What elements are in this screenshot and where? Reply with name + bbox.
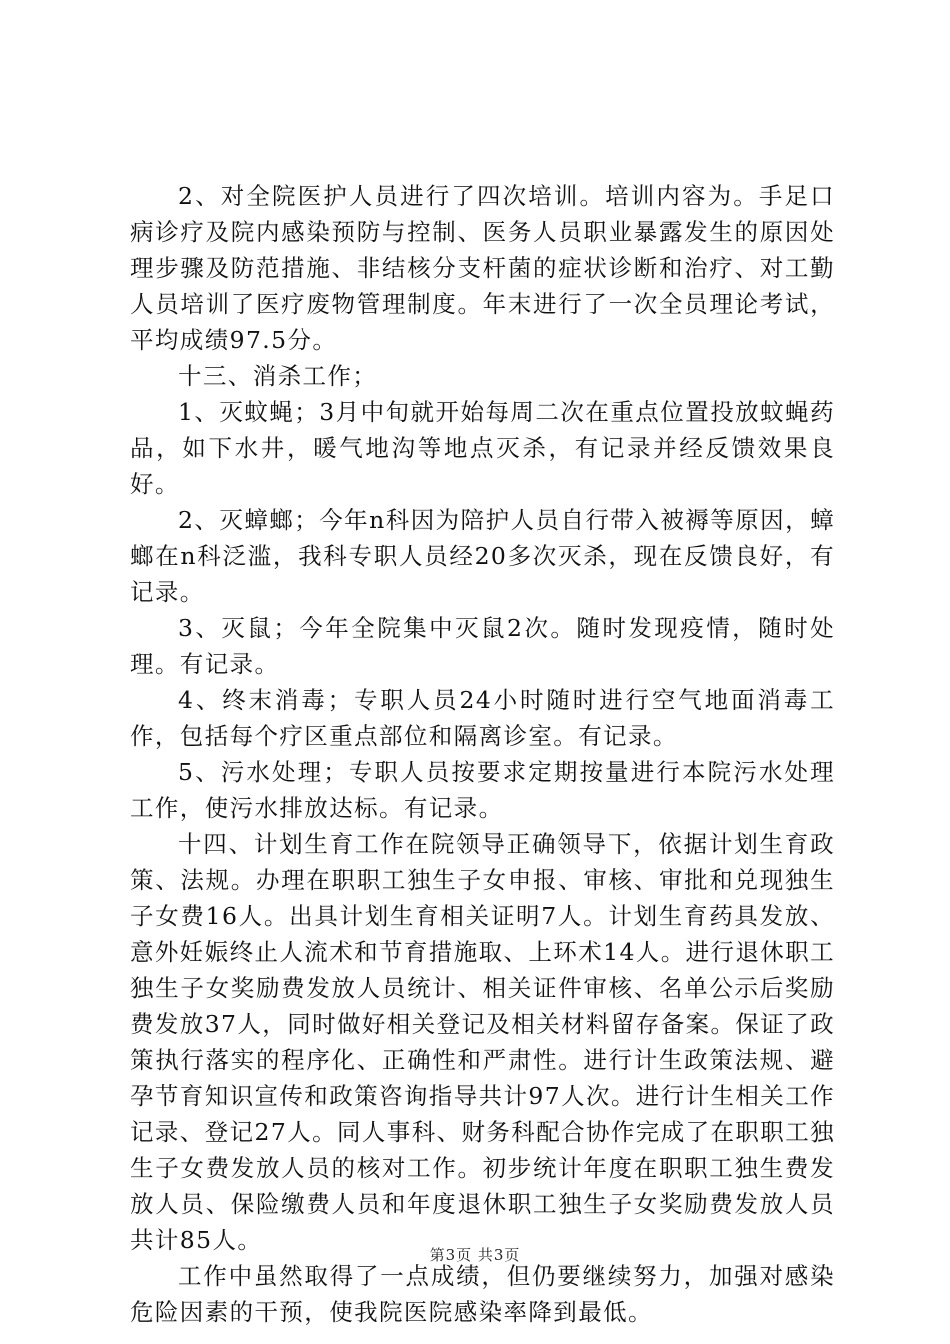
paragraph-rodent-control: 3、灭鼠；今年全院集中灭鼠2次。随时发现疫情，随时处理。有记录。 [130,614,835,678]
paragraph-sewage-treatment: 5、污水处理；专职人员按要求定期按量进行本院污水处理工作，使污水排放达标。有记录。 [130,758,835,822]
heading-disinfection: 十三、消杀工作； [178,362,378,390]
paragraph-conclusion: 工作中虽然取得了一点成绩，但仍要继续努力，加强对感染危险因素的干预，使我院医院感染率降到最低。 [130,1262,835,1326]
paragraph-training: 2、对全院医护人员进行了四次培训。培训内容为。手足口病诊疗及院内感染预防与控制、医务人员职业暴露发生的原因处理步骤及防范措施、非结核分支杆菌的症状诊断和治疗、对工勤人员培训了医疗废物管理制度。年末进行了一次全员理论考试，平均成绩97.5分。 [130,182,835,354]
paragraph-mosquito-control: 1、灭蚊蝇；3月中旬就开始每周二次在重点位置投放蚊蝇药品，如下水井，暖气地沟等地点灭杀，有记录并经反馈效果良好。 [130,398,835,498]
document-body [130,178,835,1330]
paragraph-family-planning: 十四、计划生育工作在院领导正确领导下，依据计划生育政策、法规。办理在职职工独生子女申报、审核、审批和兑现独生子女费16人。出具计划生育相关证明7人。计划生育药具发放、意外妊娠终止人流术和节育措施取、上环术14人。进行退休职工独生子女奖励费发放人员统计、相关证件审核、名单公示后奖励费发放37人，同时做好相关登记及相关材料留存备案。保证了政策执行落实的程序化、正确性和严肃性。进行计生政策法规、避孕节育知识宣传和政策咨询指导共计97人次。进行计生相关工作记录、登记27人。同人事科、财务科配合协作完成了在职职工独生子女费发放人员的核对工作。初步统计年度在职职工独生费发放人员、保险缴费人员和年度退休职工独生子女奖励费发放人员共计85人。 [130,830,836,1254]
page-number-footer: 第3页 共3页 [429,1246,521,1264]
paragraph-terminal-disinfection: 4、终末消毒；专职人员24小时随时进行空气地面消毒工作，包括每个疗区重点部位和隔离诊室。有记录。 [130,686,835,750]
paragraph-cockroach-control: 2、灭蟑螂；今年n科因为陪护人员自行带入被褥等原因，蟑螂在n科泛滥，我科专职人员经20多次灭杀，现在反馈良好，有记录。 [130,506,835,606]
